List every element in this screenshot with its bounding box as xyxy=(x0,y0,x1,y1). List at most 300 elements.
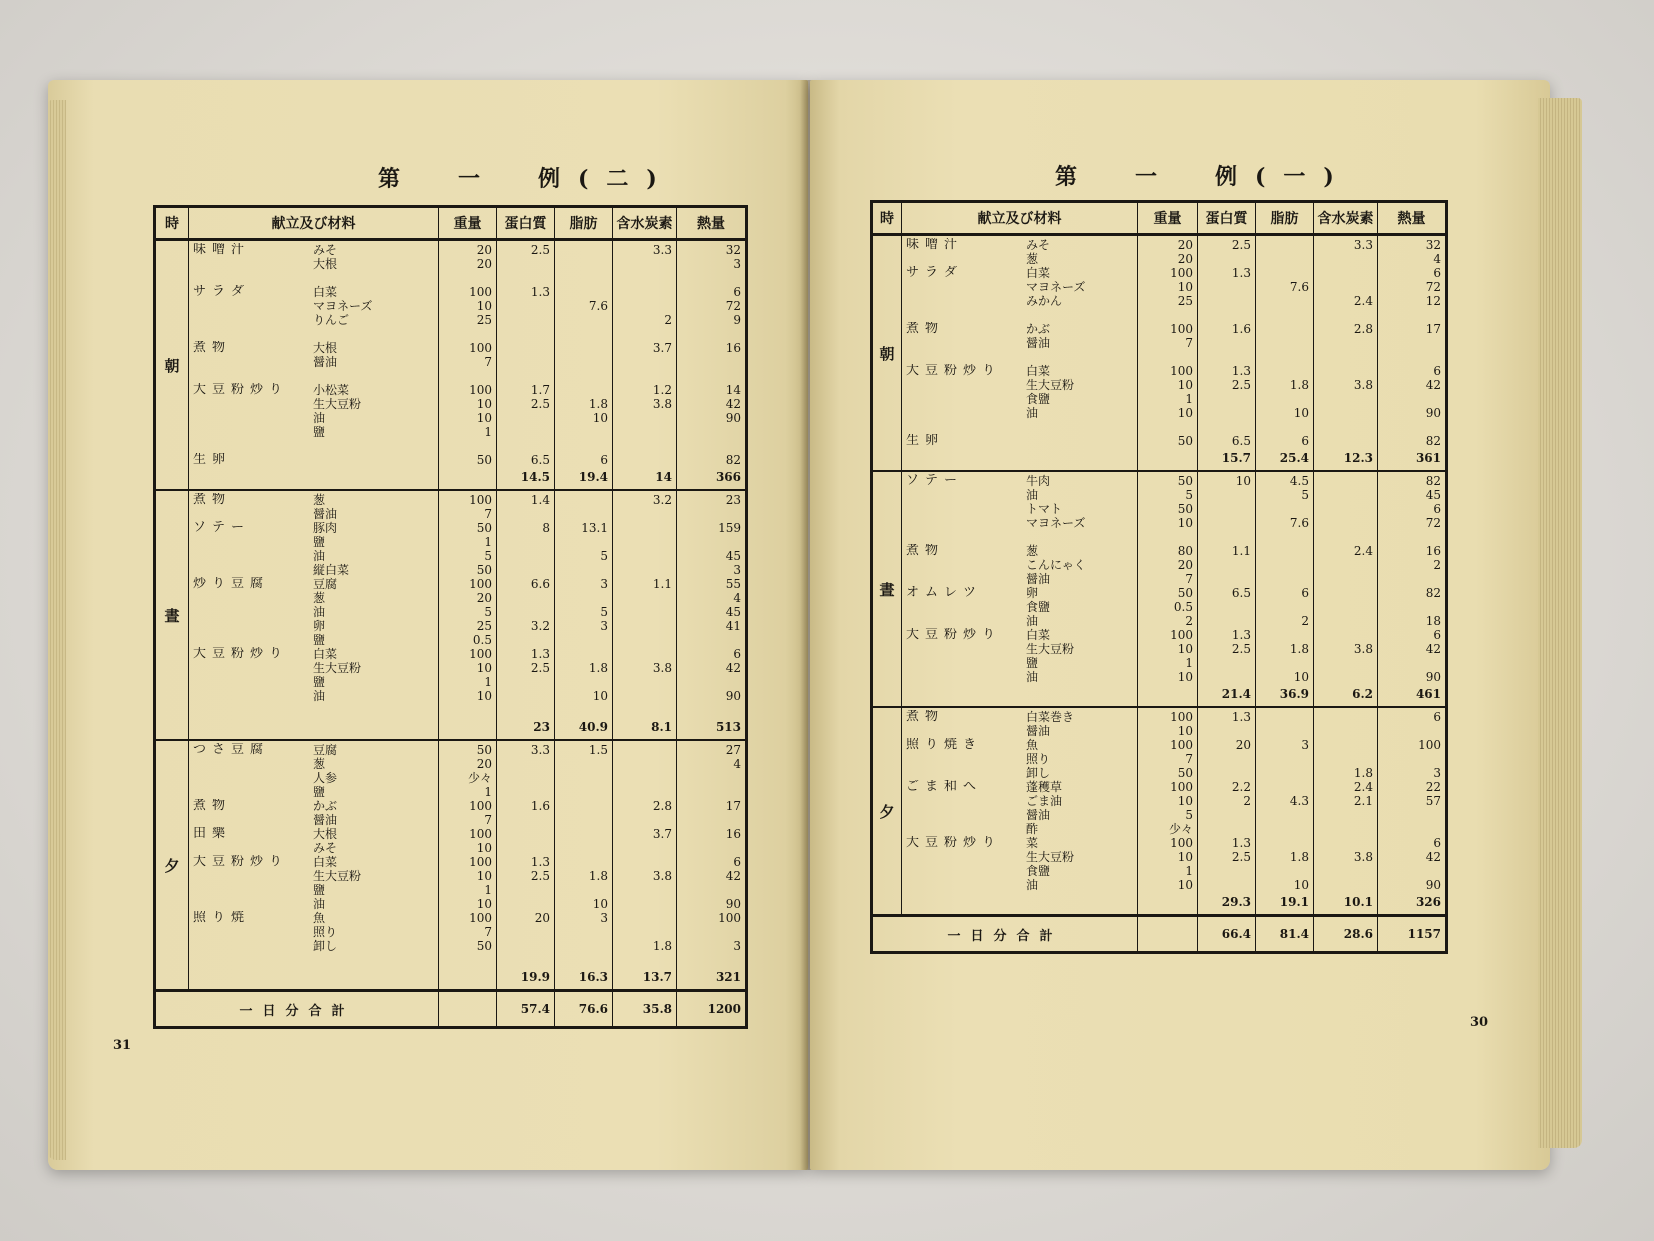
weight-value: 7 xyxy=(484,355,492,369)
calorie-value: 42 xyxy=(1425,642,1441,656)
carb-value: 3.2 xyxy=(652,493,672,507)
carb-value: 2.4 xyxy=(1353,294,1373,308)
calorie-value: 42 xyxy=(725,397,741,411)
dish-line xyxy=(906,752,1133,766)
ingredient xyxy=(1026,420,1133,434)
fat-value: 1.8 xyxy=(588,661,608,675)
protein-value: 6.5 xyxy=(1231,434,1251,448)
carb-cell xyxy=(1314,707,1378,916)
ingredient: 白菜 xyxy=(313,647,338,661)
weight-value: 7 xyxy=(1185,572,1193,586)
ingredient: 醤油 xyxy=(313,355,338,369)
weight-value: 7 xyxy=(1185,752,1193,766)
carb-value: 3.8 xyxy=(652,397,672,411)
ingredient: みそ xyxy=(313,243,338,257)
protein-cell xyxy=(1198,471,1256,707)
protein-value xyxy=(501,425,550,439)
weight-value: 7 xyxy=(484,925,492,939)
column-header: 熱量 xyxy=(1378,202,1447,235)
dish-name xyxy=(193,953,313,967)
fat-value xyxy=(559,563,608,577)
carb-value xyxy=(1318,502,1373,516)
calorie-value xyxy=(1382,864,1441,878)
calorie-value: 27 xyxy=(725,743,741,757)
calorie-value: 18 xyxy=(1425,614,1441,628)
weight-value: 10 xyxy=(476,397,492,411)
dish-name: ソテー xyxy=(906,474,964,488)
daily-total-row xyxy=(872,916,1447,953)
dish-line xyxy=(906,738,1133,752)
weight-value: 20 xyxy=(476,591,492,605)
protein-value xyxy=(501,757,550,771)
dish-cell xyxy=(189,490,439,740)
dish-line xyxy=(906,586,1133,600)
ingredient: 油 xyxy=(313,549,326,563)
weight-value: 100 xyxy=(469,799,492,813)
fat-cell xyxy=(555,740,613,991)
column-header: 熱量 xyxy=(677,207,747,240)
total-f: 81.4 xyxy=(1256,916,1314,953)
calorie-subtotal: 366 xyxy=(715,470,741,484)
protein-value: 3.2 xyxy=(530,619,550,633)
carb-value xyxy=(1318,572,1373,586)
ingredient: 生大豆粉 xyxy=(313,661,362,675)
weight-value: 10 xyxy=(1177,516,1193,530)
fat-value: 10 xyxy=(1293,670,1309,684)
dish-name: 生卵 xyxy=(906,434,945,448)
calorie-value xyxy=(681,369,741,383)
dish-line xyxy=(906,420,1133,434)
carb-value xyxy=(617,619,672,633)
dish-name: 味噌汁 xyxy=(193,243,251,257)
calorie-value xyxy=(681,883,741,897)
ingredient: 葱 xyxy=(313,591,326,605)
ingredient: トマト xyxy=(1026,502,1063,516)
column-header: 含水炭素 xyxy=(613,207,677,240)
calorie-value: 6 xyxy=(733,647,741,661)
dish-line xyxy=(906,558,1133,572)
weight-value xyxy=(1142,420,1193,434)
protein-value xyxy=(1202,252,1251,266)
daily-total-row xyxy=(155,991,747,1028)
carb-value xyxy=(1318,836,1373,850)
weight-value xyxy=(1142,350,1193,364)
fat-value xyxy=(1260,600,1309,614)
ingredient: 酢 xyxy=(1026,822,1039,836)
calorie-cell xyxy=(677,490,747,740)
dish-line xyxy=(193,771,434,785)
weight-value: 100 xyxy=(469,911,492,925)
protein-value xyxy=(501,439,550,453)
page-edges xyxy=(48,100,66,1160)
fat-cell xyxy=(1256,707,1314,916)
ingredient: 鹽 xyxy=(313,785,326,799)
weight-value: 100 xyxy=(469,827,492,841)
carb-value xyxy=(617,605,672,619)
protein-value xyxy=(1202,420,1251,434)
fat-value xyxy=(1260,420,1309,434)
dish-name xyxy=(193,661,313,675)
ingredient: 食鹽 xyxy=(1026,600,1051,614)
ingredient xyxy=(1026,530,1133,544)
dish-line xyxy=(906,516,1133,530)
dish-name xyxy=(193,369,313,383)
calorie-cell xyxy=(677,240,747,491)
dish-line xyxy=(906,656,1133,670)
protein-value xyxy=(501,703,550,717)
column-header: 重量 xyxy=(1138,202,1198,235)
carb-value: 3.3 xyxy=(1353,238,1373,252)
protein-subtotal: 14.5 xyxy=(520,470,550,484)
ingredient: 生大豆粉 xyxy=(1026,378,1075,392)
dish-line xyxy=(193,535,434,549)
meal-row xyxy=(155,740,747,991)
carb-value xyxy=(1318,808,1373,822)
protein-value xyxy=(501,939,550,953)
carb-value xyxy=(1318,530,1373,544)
protein-value: 1.4 xyxy=(530,493,550,507)
page-title: 第 一 例(一) xyxy=(1055,164,1352,190)
carb-value xyxy=(617,591,672,605)
weight-value: 100 xyxy=(469,855,492,869)
fat-value: 3 xyxy=(1301,738,1309,752)
protein-value: 2.5 xyxy=(530,243,550,257)
dish-line xyxy=(906,864,1133,878)
calorie-value xyxy=(1382,752,1441,766)
protein-value xyxy=(501,355,550,369)
ingredient: 白菜巻き xyxy=(1026,710,1075,724)
carb-value xyxy=(1318,350,1373,364)
protein-value xyxy=(501,411,550,425)
dish-name xyxy=(193,675,313,689)
total-c: 35.8 xyxy=(613,991,677,1028)
meal-time: 夕 xyxy=(872,707,902,916)
calorie-value: 82 xyxy=(1425,474,1441,488)
fat-cell xyxy=(1256,235,1314,472)
ingredient: 白菜 xyxy=(313,855,338,869)
ingredient: 鹽 xyxy=(313,425,326,439)
protein-value: 1.3 xyxy=(530,855,550,869)
ingredient: 卸し xyxy=(1026,766,1051,780)
dish-line xyxy=(906,392,1133,406)
dish-line xyxy=(906,488,1133,502)
calorie-value xyxy=(681,507,741,521)
weight-value xyxy=(1142,308,1193,322)
dish-line xyxy=(906,530,1133,544)
weight-value: 10 xyxy=(476,841,492,855)
calorie-value: 45 xyxy=(725,549,741,563)
weight-value: 5 xyxy=(484,549,492,563)
fat-value xyxy=(559,703,608,717)
meal-row xyxy=(872,235,1447,472)
carb-value xyxy=(617,521,672,535)
ingredient xyxy=(1026,350,1133,364)
dish-name xyxy=(906,488,1026,502)
fat-value xyxy=(1260,252,1309,266)
weight-value: 10 xyxy=(476,689,492,703)
carb-value xyxy=(617,453,672,467)
protein-value xyxy=(501,883,550,897)
carb-value xyxy=(1318,600,1373,614)
fat-value xyxy=(559,243,608,257)
dish-line xyxy=(906,350,1133,364)
carb-value xyxy=(1318,488,1373,502)
carb-value xyxy=(617,271,672,285)
ingredient: 小松菜 xyxy=(313,383,350,397)
ingredient: 豚肉 xyxy=(313,521,338,535)
column-header: 時 xyxy=(872,202,902,235)
protein-value: 1.3 xyxy=(1231,710,1251,724)
dish-line xyxy=(193,605,434,619)
page-number: 30 xyxy=(1470,1015,1489,1030)
calorie-value: 90 xyxy=(725,411,741,425)
carb-value xyxy=(1318,558,1373,572)
carb-cell xyxy=(613,240,677,491)
fat-value xyxy=(559,257,608,271)
calorie-cell xyxy=(1378,707,1447,916)
carb-value xyxy=(1318,406,1373,420)
ingredient: マヨネーズ xyxy=(1026,280,1086,294)
calorie-value: 4 xyxy=(1433,252,1441,266)
protein-value: 20 xyxy=(1235,738,1251,752)
dish-line xyxy=(193,299,434,313)
ingredient: 油 xyxy=(1026,878,1039,892)
dish-name: 照り焼き xyxy=(906,738,983,752)
carb-value xyxy=(617,813,672,827)
total-c: 28.6 xyxy=(1314,916,1378,953)
weight-subtotal xyxy=(1142,448,1193,468)
fat-value: 1.8 xyxy=(1289,850,1309,864)
right-page xyxy=(810,80,1550,1170)
ingredient: 油 xyxy=(313,897,326,911)
carb-value xyxy=(617,675,672,689)
protein-value xyxy=(501,271,550,285)
dish-name xyxy=(906,252,1026,266)
total-weight xyxy=(439,991,497,1028)
dish-name xyxy=(906,614,1026,628)
dish-line xyxy=(906,572,1133,586)
calorie-value xyxy=(681,271,741,285)
dish-line xyxy=(193,661,434,675)
weight-value: 10 xyxy=(476,869,492,883)
total-k: 1200 xyxy=(677,991,747,1028)
weight-value: 10 xyxy=(476,661,492,675)
dish-line xyxy=(193,563,434,577)
protein-value xyxy=(1202,600,1251,614)
dish-line xyxy=(906,238,1133,252)
meal-time: 晝 xyxy=(155,490,189,740)
calorie-value: 3 xyxy=(733,563,741,577)
column-header: 蛋白質 xyxy=(1198,202,1256,235)
dish-line xyxy=(906,406,1133,420)
weight-value: 50 xyxy=(476,563,492,577)
fat-value xyxy=(559,771,608,785)
protein-value xyxy=(501,327,550,341)
carb-value xyxy=(617,911,672,925)
protein-value: 6.5 xyxy=(530,453,550,467)
calorie-value xyxy=(681,953,741,967)
total-p: 57.4 xyxy=(497,991,555,1028)
weight-value: 1 xyxy=(1185,656,1193,670)
calorie-value xyxy=(1382,600,1441,614)
fat-value xyxy=(559,939,608,953)
weight-cell xyxy=(1138,235,1198,472)
fat-value: 3 xyxy=(600,619,608,633)
ingredient: 醤油 xyxy=(1026,572,1051,586)
fat-value xyxy=(559,425,608,439)
dish-name xyxy=(193,619,313,633)
fat-value xyxy=(559,271,608,285)
ingredient: 油 xyxy=(1026,614,1039,628)
carb-value xyxy=(1318,336,1373,350)
carb-value: 1.8 xyxy=(652,939,672,953)
protein-value xyxy=(501,675,550,689)
fat-value: 7.6 xyxy=(588,299,608,313)
ingredient: 生大豆粉 xyxy=(313,869,362,883)
ingredient: 鹽 xyxy=(1026,656,1039,670)
dish-name: ごま和へ xyxy=(906,780,983,794)
fat-value: 13.1 xyxy=(581,521,608,535)
weight-value: 100 xyxy=(1170,780,1193,794)
carb-value: 3.7 xyxy=(652,341,672,355)
calorie-value: 22 xyxy=(1425,780,1441,794)
fat-cell xyxy=(555,240,613,491)
weight-value: 100 xyxy=(469,647,492,661)
dish-line xyxy=(193,439,434,453)
calorie-value: 82 xyxy=(1425,434,1441,448)
protein-value xyxy=(501,369,550,383)
dish-line xyxy=(906,252,1133,266)
dish-line xyxy=(906,294,1133,308)
total-weight xyxy=(1138,916,1198,953)
carb-value xyxy=(1318,474,1373,488)
weight-value: 100 xyxy=(1170,710,1193,724)
weight-value: 7 xyxy=(484,507,492,521)
dish-name xyxy=(193,535,313,549)
protein-value: 8 xyxy=(542,521,550,535)
protein-value xyxy=(501,605,550,619)
calorie-value: 14 xyxy=(725,383,741,397)
dish-line xyxy=(193,897,434,911)
dish-name xyxy=(193,563,313,577)
dish-line xyxy=(193,869,434,883)
fat-value xyxy=(1260,724,1309,738)
calorie-value xyxy=(681,633,741,647)
protein-value xyxy=(1202,808,1251,822)
dish-line xyxy=(193,411,434,425)
dish-line xyxy=(906,280,1133,294)
fat-value xyxy=(1260,656,1309,670)
calorie-value: 55 xyxy=(725,577,741,591)
dish-line xyxy=(193,757,434,771)
carb-subtotal: 8.1 xyxy=(651,720,672,734)
calorie-value: 32 xyxy=(1425,238,1441,252)
ingredient: マヨネーズ xyxy=(1026,516,1086,530)
weight-value: 7 xyxy=(484,813,492,827)
fat-subtotal: 19.4 xyxy=(578,470,608,484)
dish-line xyxy=(193,743,434,757)
ingredient: 生大豆粉 xyxy=(1026,642,1075,656)
ingredient: 白菜 xyxy=(1026,266,1051,280)
dish-name: 煮物 xyxy=(906,322,945,336)
dish-line xyxy=(906,724,1133,738)
weight-value: 20 xyxy=(1177,238,1193,252)
ingredient: 醤油 xyxy=(1026,336,1051,350)
weight-value: 10 xyxy=(1177,878,1193,892)
weight-value: 10 xyxy=(1177,406,1193,420)
weight-value: 10 xyxy=(1177,670,1193,684)
nutrition-table xyxy=(153,205,748,1029)
fat-value xyxy=(559,757,608,771)
fat-value xyxy=(1260,336,1309,350)
meal-row xyxy=(872,707,1447,916)
weight-value: 10 xyxy=(1177,850,1193,864)
weight-value: 10 xyxy=(1177,280,1193,294)
ingredient: 葱 xyxy=(1026,544,1039,558)
carb-value: 3.3 xyxy=(652,243,672,257)
fat-value xyxy=(559,633,608,647)
dish-cell xyxy=(189,740,439,991)
dish-name: 大豆粉炒り xyxy=(906,836,1002,850)
dish-name xyxy=(193,439,313,453)
weight-value: 5 xyxy=(1185,488,1193,502)
carb-value xyxy=(617,411,672,425)
weight-cell xyxy=(439,240,497,491)
protein-value xyxy=(501,507,550,521)
fat-value xyxy=(1260,628,1309,642)
carb-value xyxy=(1318,822,1373,836)
ingredient: 照り xyxy=(1026,752,1051,766)
carb-value xyxy=(617,439,672,453)
dish-line xyxy=(193,925,434,939)
dish-line xyxy=(193,467,434,487)
dish-name: 生卵 xyxy=(193,453,232,467)
dish-name xyxy=(906,516,1026,530)
dish-name: 大豆粉炒り xyxy=(906,364,1002,378)
weight-value: 1 xyxy=(484,785,492,799)
weight-value: 1 xyxy=(1185,392,1193,406)
protein-value xyxy=(501,313,550,327)
weight-subtotal xyxy=(443,967,492,987)
ingredient: 油 xyxy=(1026,406,1039,420)
fat-value xyxy=(559,841,608,855)
carb-value xyxy=(617,897,672,911)
dish-line xyxy=(906,322,1133,336)
dish-name xyxy=(906,642,1026,656)
dish-line xyxy=(906,670,1133,684)
ingredient: 豆腐 xyxy=(313,577,338,591)
protein-cell xyxy=(497,740,555,991)
weight-value: 20 xyxy=(476,757,492,771)
fat-value: 7.6 xyxy=(1289,516,1309,530)
fat-value xyxy=(559,369,608,383)
weight-value: 10 xyxy=(1177,642,1193,656)
carb-value xyxy=(617,855,672,869)
weight-value: 7 xyxy=(1185,336,1193,350)
carb-subtotal: 13.7 xyxy=(642,970,672,984)
dish-name: 煮物 xyxy=(193,493,232,507)
fat-value: 1.5 xyxy=(588,743,608,757)
column-header: 時 xyxy=(155,207,189,240)
weight-value: 100 xyxy=(469,285,492,299)
protein-value: 2 xyxy=(1243,794,1251,808)
protein-value xyxy=(1202,878,1251,892)
carb-value xyxy=(1318,266,1373,280)
dish-line xyxy=(193,883,434,897)
dish-name xyxy=(906,406,1026,420)
ingredient: 油 xyxy=(313,689,326,703)
carb-value xyxy=(617,327,672,341)
